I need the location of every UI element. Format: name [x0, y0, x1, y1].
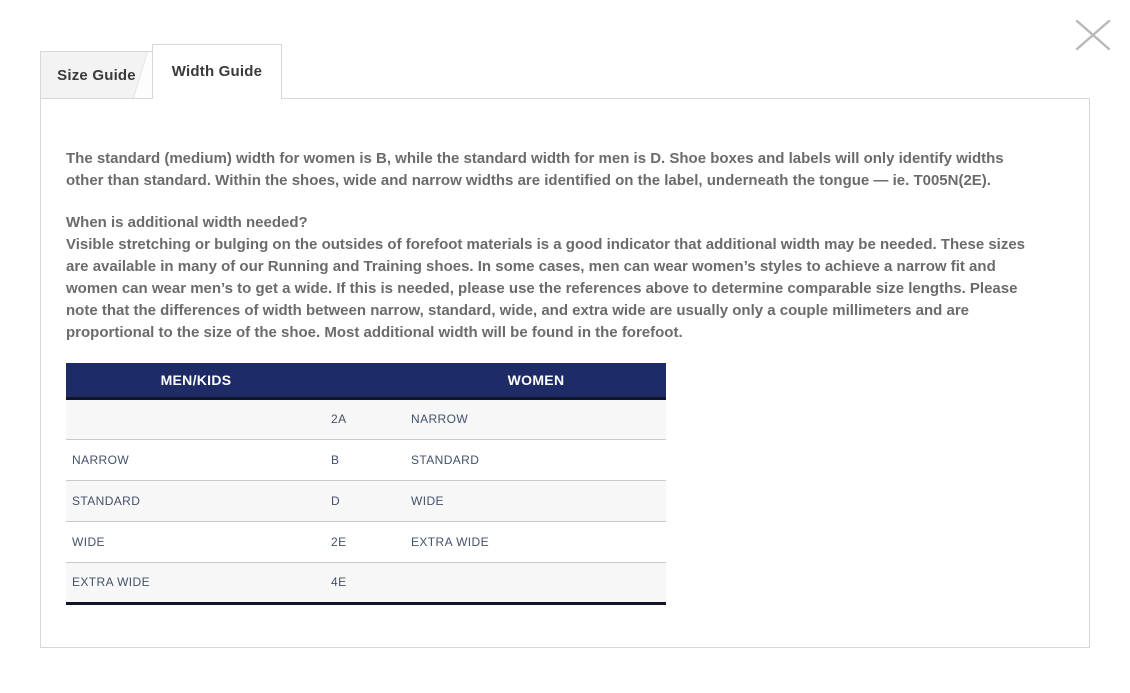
width-code-cell: 2E — [326, 521, 406, 562]
women-cell: WIDE — [406, 480, 666, 521]
width-code-cell: D — [326, 480, 406, 521]
men-kids-cell: NARROW — [66, 439, 326, 480]
men-kids-cell — [66, 398, 326, 439]
women-cell: STANDARD — [406, 439, 666, 480]
additional-width-paragraph: Visible stretching or bulging on the outsides of forefoot materials is a good indicator that additional width may be needed. These sizes are available in many of our Running and Training shoes. In some cases, men can wear women’s styles to achieve a narrow fit and women can wear men’s to get a wide. If this is needed, please use the references above to determine comparable size lengths. Please note that the differences of width between narrow, standard, wide, and extra wide are usually only a couple millimeters and are proportional to the size of the shoe. Most additional width will be found in the forefoot. — [66, 236, 1026, 341]
table-header-row — [66, 363, 666, 398]
close-icon — [1074, 18, 1112, 52]
women-cell: EXTRA WIDE — [406, 521, 666, 562]
men-kids-cell: STANDARD — [66, 480, 326, 521]
header-men-kids: MEN/KIDS — [66, 363, 326, 398]
width-code-cell: B — [326, 439, 406, 480]
women-cell: NARROW — [406, 398, 666, 439]
width-code-cell: 4E — [326, 562, 406, 603]
header-width-code — [326, 363, 406, 398]
tab-width-guide[interactable]: Width Guide — [152, 44, 282, 99]
width-comparison-table — [66, 363, 666, 605]
intro-paragraph: The standard (medium) width for women is B, while the standard width for men is D. Shoe boxes and labels will only identify widths other than standard. Within the shoes, wide and narrow widths are identified on the label, underneath the tongue — ie. T005N(2E). — [66, 150, 1004, 189]
table-row — [66, 562, 666, 603]
tab-size-guide[interactable]: Size Guide — [40, 51, 153, 99]
table-row — [66, 480, 666, 521]
men-kids-cell: EXTRA WIDE — [66, 562, 326, 603]
width-code-cell: 2A — [326, 398, 406, 439]
additional-width-heading: When is additional width needed? — [66, 214, 308, 231]
table-row — [66, 439, 666, 480]
women-cell — [406, 562, 666, 603]
close-button[interactable] — [1073, 16, 1113, 54]
width-guide-panel — [40, 98, 1090, 648]
table-row — [66, 521, 666, 562]
men-kids-cell: WIDE — [66, 521, 326, 562]
table-row — [66, 398, 666, 439]
header-women: WOMEN — [406, 363, 666, 398]
